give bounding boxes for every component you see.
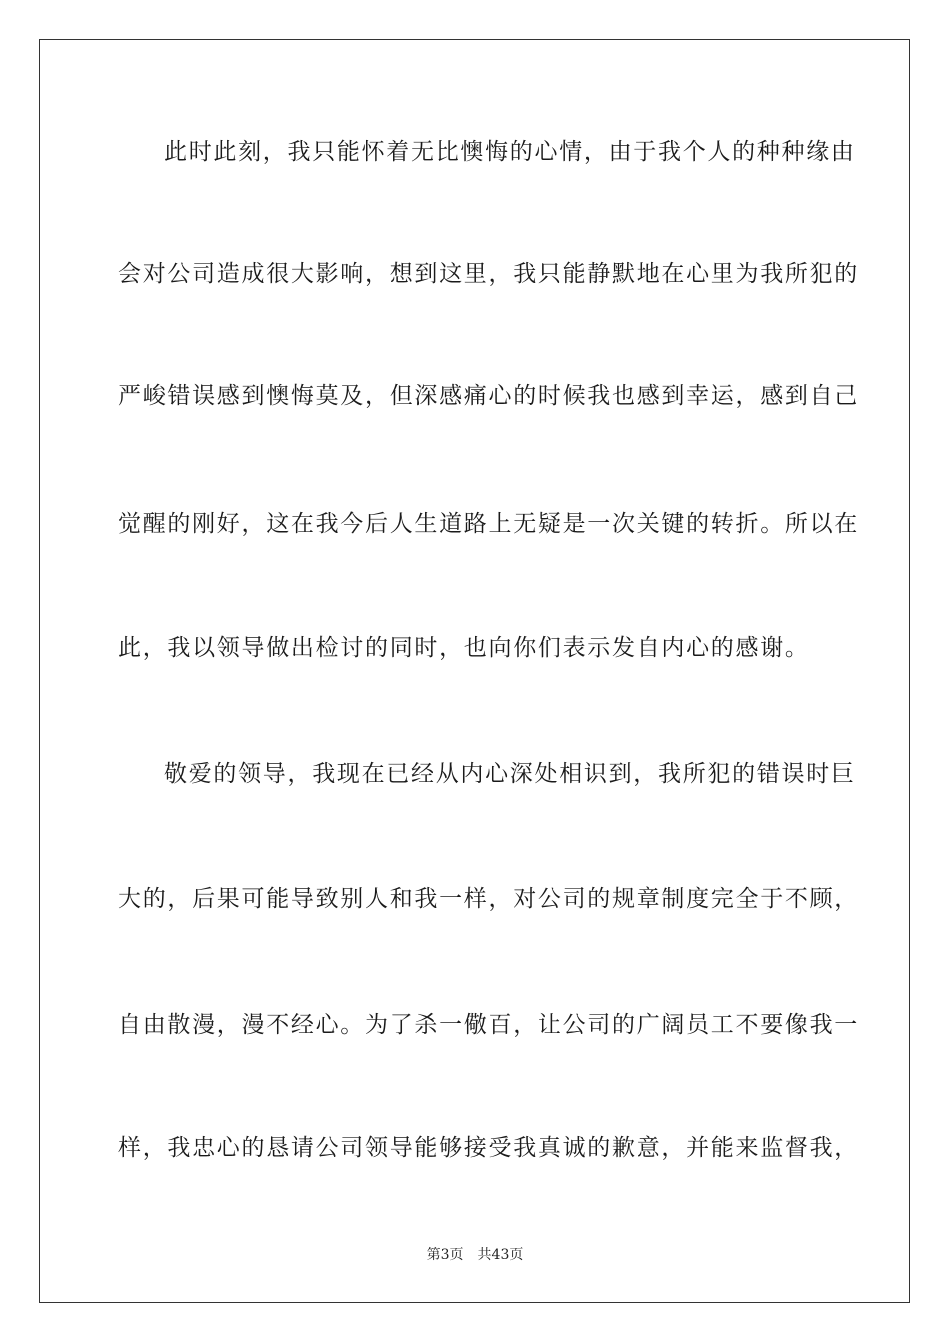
paragraph-1-line-5: 此，我以领导做出检讨的同时，也向你们表示发自内心的感谢。 (118, 635, 810, 661)
paragraph-2-line-2: 大的，后果可能导致别人和我一样，对公司的规章制度完全于不顾， (118, 886, 859, 912)
paragraph-1-line-2: 会对公司造成很大影响，想到这里，我只能静默地在心里为我所犯的 (118, 261, 859, 287)
paragraph-2-line-1: 敬爱的领导，我现在已经从内心深处相识到，我所犯的错误时巨 (164, 761, 856, 787)
page-frame (39, 39, 910, 1303)
paragraph-1-line-4: 觉醒的刚好，这在我今后人生道路上无疑是一次关键的转折。所以在 (118, 511, 859, 537)
page-total: 共43页 (477, 1247, 524, 1263)
paragraph-2-line-3: 自由散漫，漫不经心。为了杀一儆百，让公司的广阔员工不要像我一 (118, 1012, 859, 1038)
paragraph-1-line-1: 此时此刻，我只能怀着无比懊悔的心情，由于我个人的种种缘由 (164, 139, 856, 165)
paragraph-1-line-3: 严峻错误感到懊悔莫及，但深感痛心的时候我也感到幸运，感到自己 (118, 383, 859, 409)
page-number: 第3页 (426, 1247, 464, 1263)
paragraph-2-line-4: 样，我忠心的恳请公司领导能够接受我真诚的歉意，并能来监督我， (118, 1135, 859, 1161)
page-footer (0, 1246, 950, 1264)
